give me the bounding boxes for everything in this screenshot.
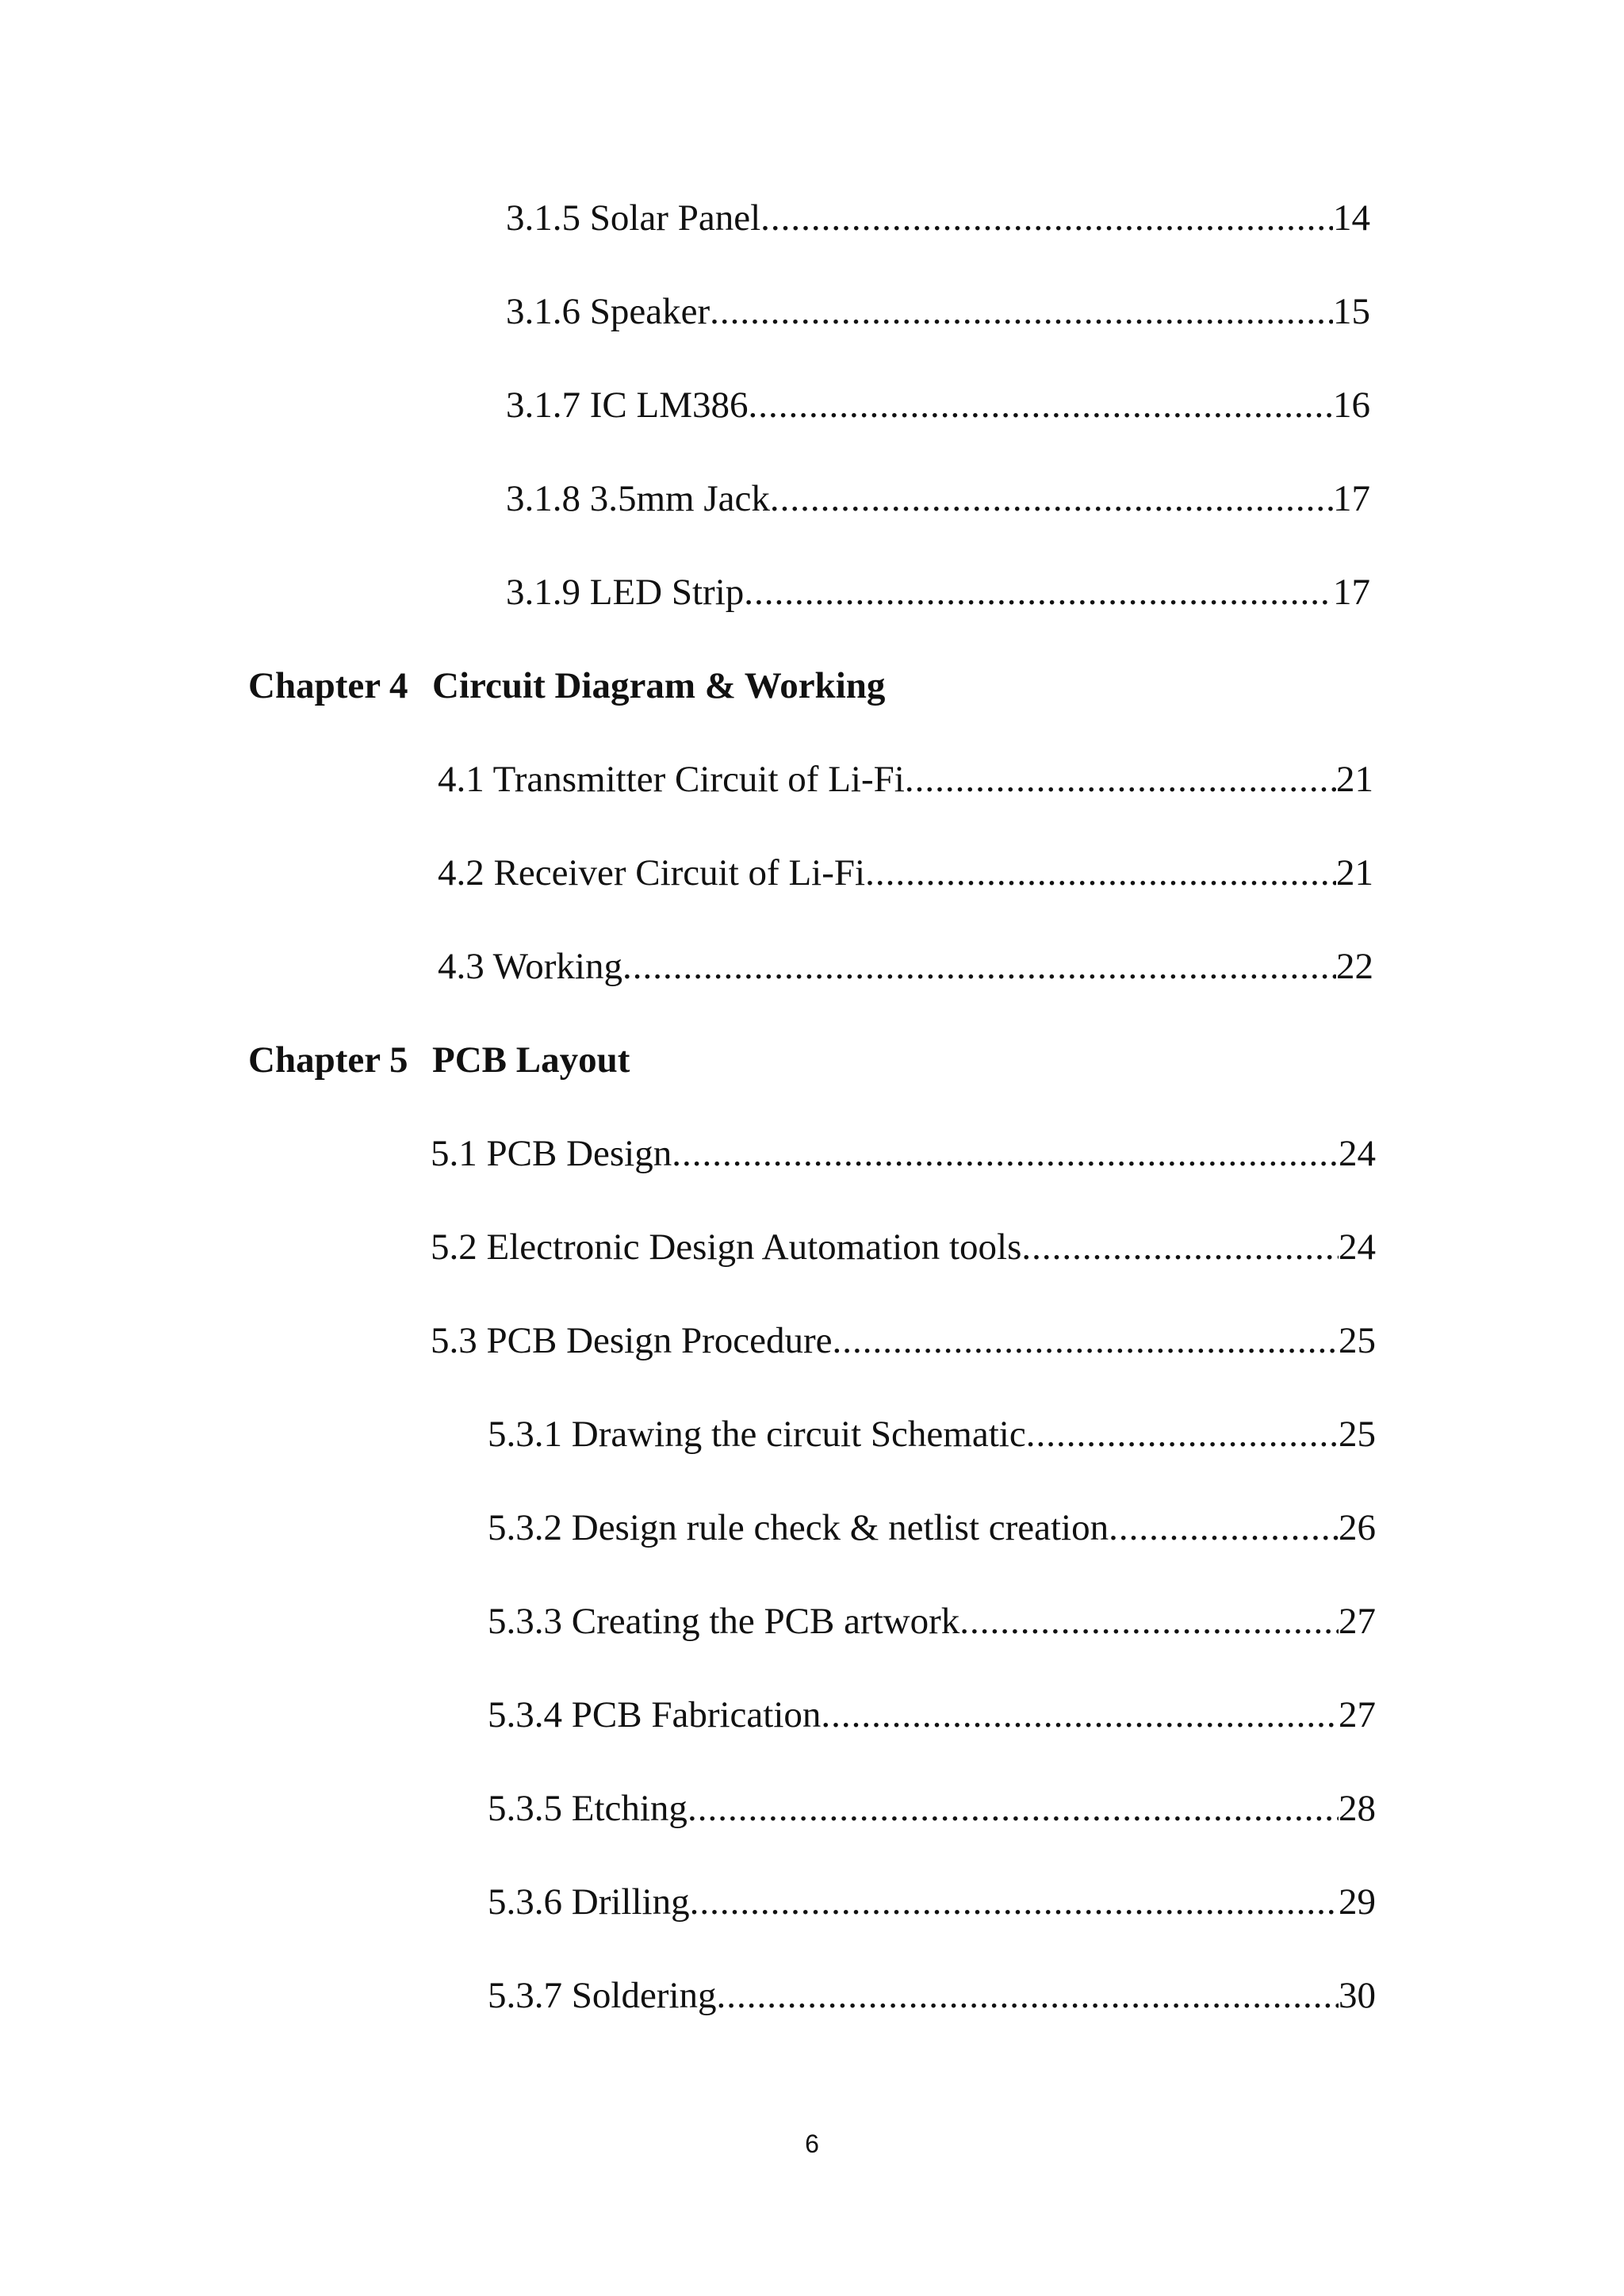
dot-leader: [672, 1126, 1339, 1181]
toc-entry: [488, 1687, 1376, 1743]
toc-entry: [488, 1968, 1376, 2023]
toc-entry: [488, 1406, 1376, 1462]
toc-entry-page: 15: [1333, 291, 1370, 332]
toc-entry-label: 4.2 Receiver Circuit of Li-Fi: [438, 852, 866, 894]
toc-entry-label: 3.1.9 LED Strip: [506, 572, 745, 613]
toc-entry-page: 17: [1333, 572, 1370, 613]
dot-leader: [905, 752, 1336, 807]
toc-entry-page: 30: [1339, 1975, 1376, 2016]
toc-entry-label: 5.3.5 Etching: [488, 1788, 688, 1829]
chapter-title: PCB Layout: [432, 1039, 630, 1081]
toc-entry: [506, 471, 1370, 526]
toc-entry: [438, 752, 1373, 807]
chapter-number: Chapter 5: [248, 1039, 408, 1081]
toc-entry: [488, 1874, 1376, 1930]
dot-leader: [865, 845, 1336, 901]
page-number: 6: [805, 2130, 819, 2158]
toc-entry: [488, 1781, 1376, 1836]
toc-entry: [431, 1219, 1376, 1275]
toc-entry-page: 29: [1339, 1881, 1376, 1923]
toc-entry-page: 21: [1336, 852, 1373, 894]
toc-entry-label: 5.3.3 Creating the PCB artwork: [488, 1601, 960, 1642]
toc-entry-label: 5.3.7 Soldering: [488, 1975, 717, 2016]
toc-entry-page: 26: [1339, 1507, 1376, 1548]
dot-leader: [622, 939, 1336, 994]
dot-leader: [749, 377, 1334, 433]
toc-entry-page: 16: [1333, 385, 1370, 426]
toc-entry-label: 3.1.7 IC LM386: [506, 385, 749, 426]
dot-leader: [744, 564, 1333, 620]
toc-entry-page: 14: [1333, 197, 1370, 239]
dot-leader: [760, 190, 1333, 246]
chapter-number: Chapter 4: [248, 665, 408, 706]
toc-entry: [506, 190, 1370, 246]
toc-entry-page: 27: [1339, 1694, 1376, 1735]
toc-entry: [488, 1594, 1376, 1649]
toc-entry-label: 5.2 Electronic Design Automation tools: [431, 1226, 1022, 1268]
toc-entry: [488, 1500, 1376, 1556]
toc-entry: [431, 1126, 1376, 1181]
toc-entry-page: 22: [1336, 946, 1373, 987]
dot-leader: [821, 1687, 1339, 1743]
chapter-heading: [248, 658, 885, 714]
chapter-title: Circuit Diagram & Working: [432, 665, 886, 706]
dot-leader: [710, 284, 1333, 339]
toc-entry-label: 3.1.8 3.5mm Jack: [506, 478, 770, 519]
toc-entry-label: 5.1 PCB Design: [431, 1133, 672, 1174]
toc-entry-label: 4.1 Transmitter Circuit of Li-Fi: [438, 759, 905, 800]
toc-entry: [506, 564, 1370, 620]
toc-entry: [438, 939, 1373, 994]
dot-leader: [770, 471, 1333, 526]
toc-entry: [506, 377, 1370, 433]
toc-entry-label: 5.3 PCB Design Procedure: [431, 1320, 833, 1361]
chapter-heading: [248, 1032, 630, 1088]
toc-entry-label: 5.3.6 Drilling: [488, 1881, 690, 1923]
toc-entry-label: 3.1.5 Solar Panel: [506, 197, 761, 239]
dot-leader: [959, 1594, 1339, 1649]
dot-leader: [1026, 1406, 1339, 1462]
toc-entry-page: 27: [1339, 1601, 1376, 1642]
toc-entry: [438, 845, 1373, 901]
dot-leader: [1109, 1500, 1339, 1556]
toc-entry-label: 4.3 Working: [438, 946, 622, 987]
dot-leader: [833, 1313, 1339, 1368]
toc-entry-page: 21: [1336, 759, 1373, 800]
toc-entry-label: 5.3.4 PCB Fabrication: [488, 1694, 822, 1735]
toc-entry-page: 24: [1339, 1133, 1376, 1174]
toc-entry-page: 28: [1339, 1788, 1376, 1829]
toc-entry-page: 17: [1333, 478, 1370, 519]
toc-entry-page: 25: [1339, 1320, 1376, 1361]
toc-entry: [431, 1313, 1376, 1368]
toc-entry-label: 5.3.2 Design rule check & netlist creation: [488, 1507, 1109, 1548]
toc-entry-label: 5.3.1 Drawing the circuit Schematic: [488, 1414, 1026, 1455]
toc-entry-label: 3.1.6 Speaker: [506, 291, 710, 332]
dot-leader: [1021, 1219, 1339, 1275]
toc-entry: [506, 284, 1370, 339]
dot-leader: [688, 1781, 1339, 1836]
dot-leader: [690, 1874, 1339, 1930]
dot-leader: [717, 1968, 1339, 2023]
toc-entry-page: 25: [1339, 1414, 1376, 1455]
toc-entry-page: 24: [1339, 1226, 1376, 1268]
